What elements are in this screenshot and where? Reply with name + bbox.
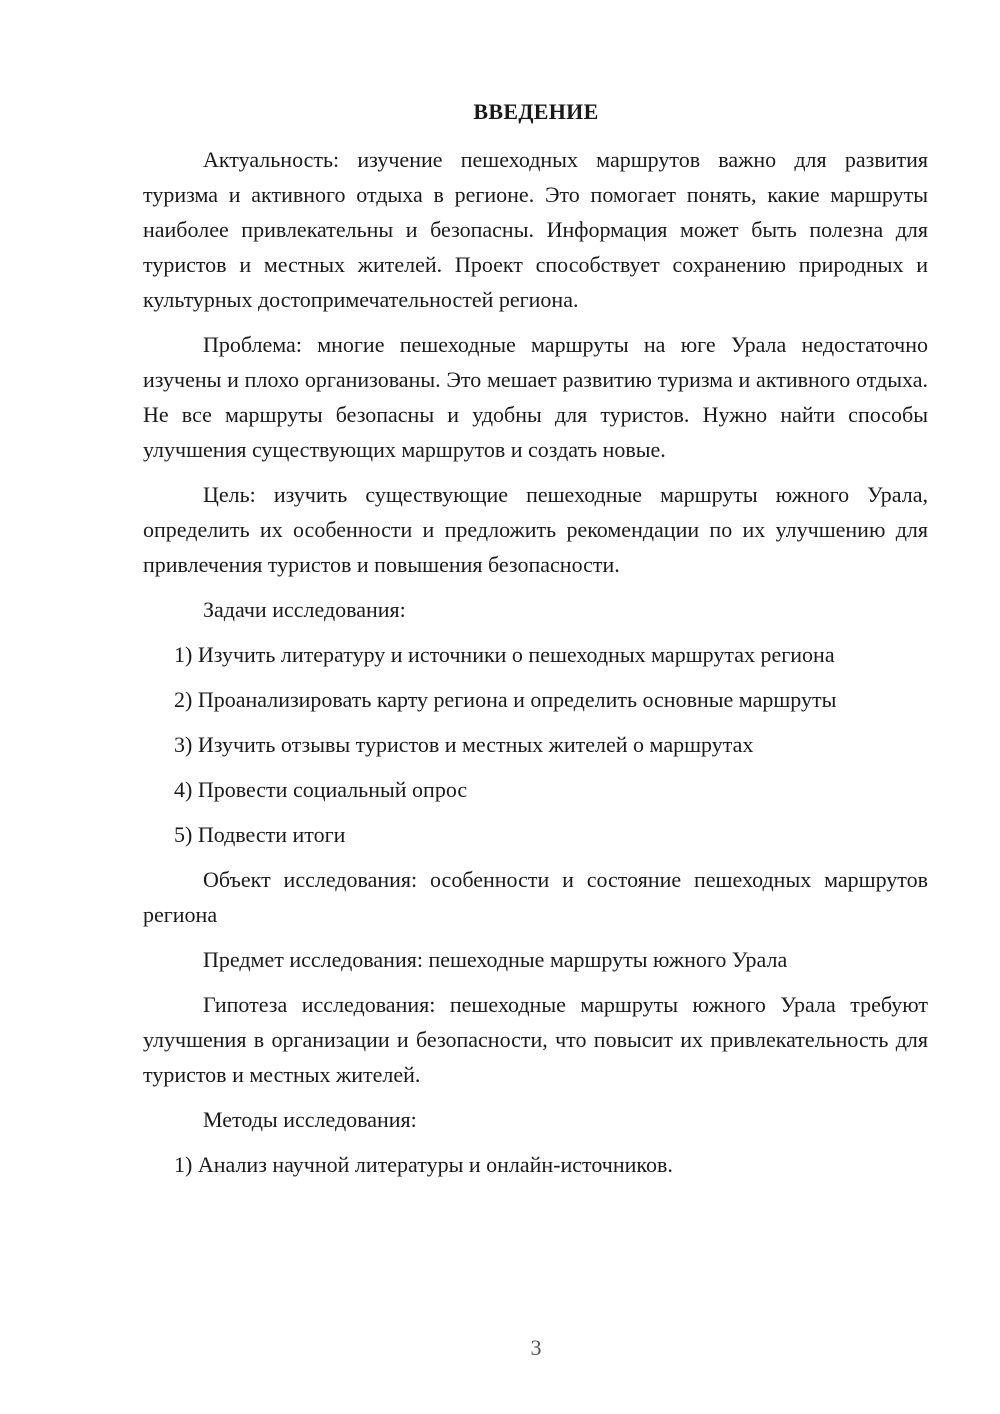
hypothesis-paragraph: Гипотеза исследования: пешеходные маршруты южного Урала требуют улучшения в организации и безопасности, что повысит их привлекательность для туристов и местных жителей. bbox=[143, 992, 928, 1087]
task-item-5: 5) Подвести итоги bbox=[174, 822, 346, 847]
problem-paragraph: Проблема: многие пешеходные маршруты на юге Урала недостаточно изучены и плохо организованы. Это мешает развитию туризма и активного отдыха. Не все маршруты безопасны и удобны для туристов. Нужно найти способы улучшения существующих маршрутов и создать новые. bbox=[143, 332, 928, 462]
subject-paragraph: Предмет исследования: пешеходные маршруты южного Урала bbox=[203, 947, 788, 972]
task-item-3: 3) Изучить отзывы туристов и местных жителей о маршрутах bbox=[174, 732, 754, 757]
methods-heading: Методы исследования: bbox=[203, 1107, 417, 1132]
object-paragraph: Объект исследования: особенности и состояние пешеходных маршрутов региона bbox=[143, 867, 928, 927]
goal-paragraph: Цель: изучить существующие пешеходные маршруты южного Урала, определить их особенности и предложить рекомендации по их улучшению для привлечения туристов и повышения безопасности. bbox=[143, 482, 928, 577]
tasks-heading: Задачи исследования: bbox=[203, 597, 406, 622]
document-body bbox=[143, 142, 928, 1192]
page-number: 3 bbox=[530, 1335, 542, 1360]
task-item-2: 2) Проанализировать карту региона и определить основные маршруты bbox=[174, 687, 837, 712]
method-item-1: 1) Анализ научной литературы и онлайн-источников. bbox=[174, 1152, 673, 1177]
task-item-4: 4) Провести социальный опрос bbox=[174, 777, 468, 802]
page-title: ВВЕДЕНИЕ bbox=[473, 99, 599, 124]
task-item-1: 1) Изучить литературу и источники о пешеходных маршрутах региона bbox=[174, 642, 835, 667]
relevance-paragraph: Актуальность: изучение пешеходных маршрутов важно для развития туризма и активного отдыха в регионе. Это помогает понять, какие маршруты наиболее привлекательны и безопасны. Информация может быть полезна для туристов и местных жителей. Проект способствует сохранению природных и культурных достопримечательностей региона. bbox=[143, 147, 928, 312]
